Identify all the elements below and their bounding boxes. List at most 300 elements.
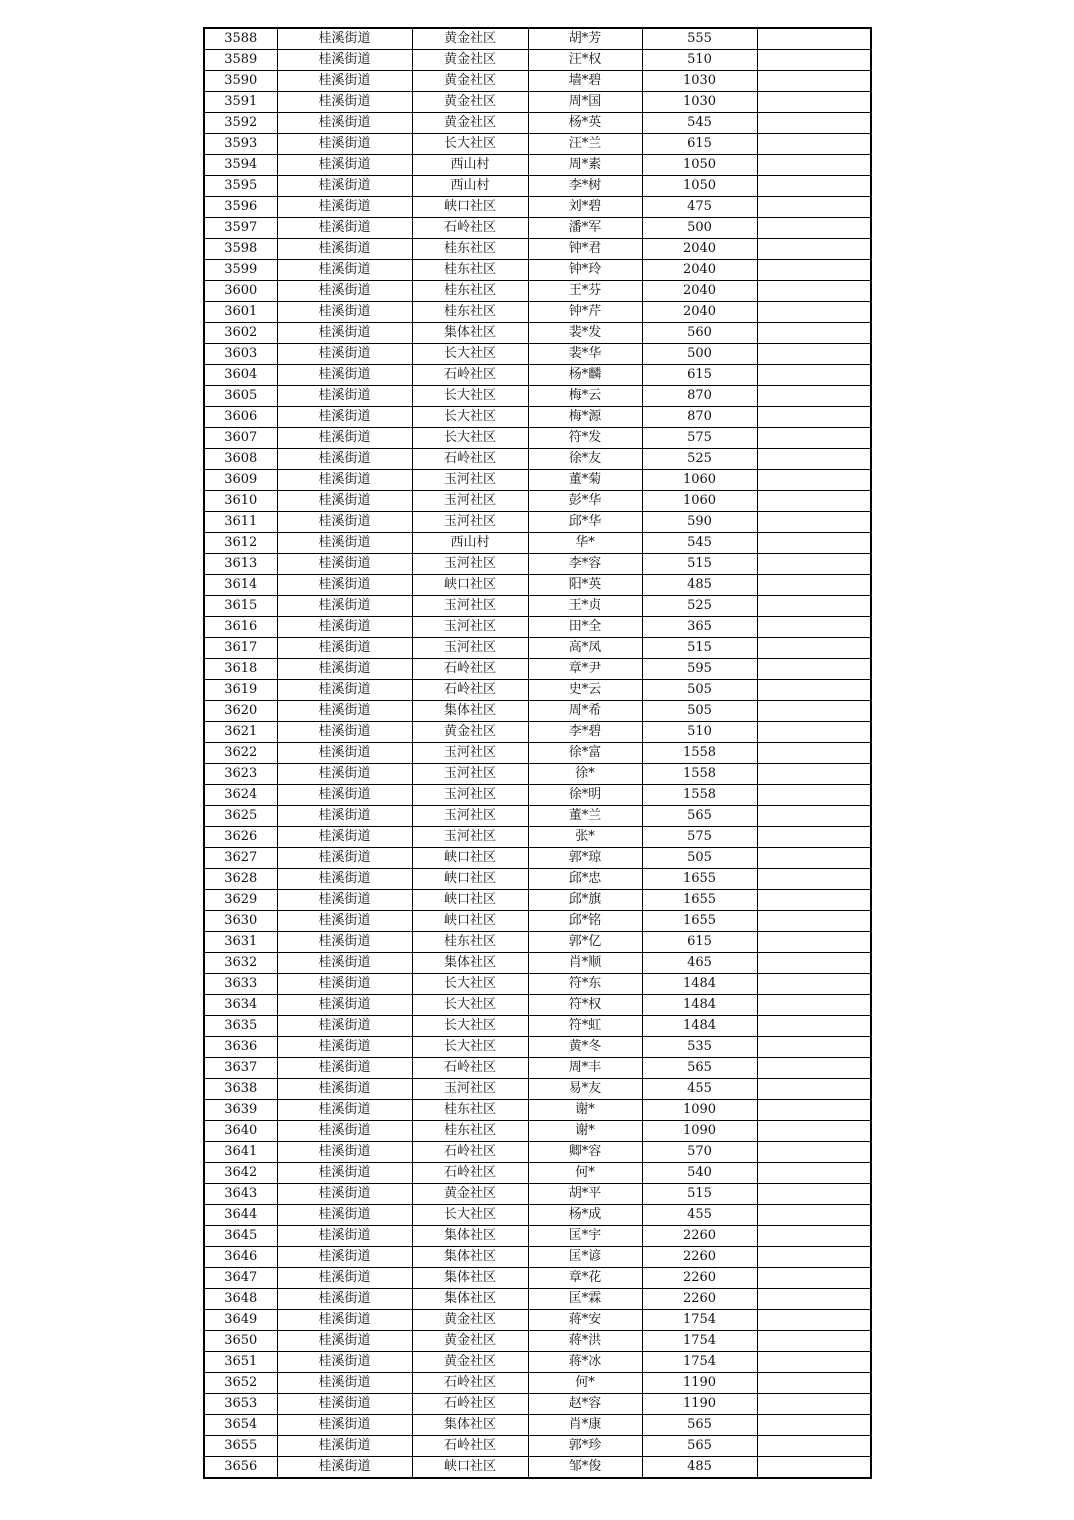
table-row	[204, 1100, 871, 1121]
amount-cell: 565	[642, 1415, 757, 1436]
amount-cell: 565	[642, 806, 757, 827]
subdistrict-cell: 桂溪街道	[277, 974, 412, 995]
remark-cell	[757, 1268, 871, 1289]
amount-cell: 1190	[642, 1394, 757, 1415]
name-cell: 邱*铭	[528, 911, 642, 932]
table-row	[204, 113, 871, 134]
subdistrict-cell: 桂溪街道	[277, 1121, 412, 1142]
name-cell: 邱*忠	[528, 869, 642, 890]
community-cell: 石岭社区	[412, 1142, 528, 1163]
amount-cell: 485	[642, 1457, 757, 1479]
remark-cell	[757, 995, 871, 1016]
remark-cell	[757, 869, 871, 890]
community-cell: 桂东社区	[412, 1100, 528, 1121]
subdistrict-cell: 桂溪街道	[277, 407, 412, 428]
remark-cell	[757, 596, 871, 617]
table-row	[204, 1163, 871, 1184]
subdistrict-cell: 桂溪街道	[277, 722, 412, 743]
name-cell: 董*菊	[528, 470, 642, 491]
amount-cell: 505	[642, 848, 757, 869]
community-cell: 玉河社区	[412, 785, 528, 806]
community-cell: 长大社区	[412, 428, 528, 449]
subdistrict-cell: 桂溪街道	[277, 596, 412, 617]
table-row	[204, 638, 871, 659]
community-cell: 石岭社区	[412, 659, 528, 680]
name-cell: 梅*源	[528, 407, 642, 428]
subdistrict-cell: 桂溪街道	[277, 659, 412, 680]
row-number-cell: 3633	[204, 974, 277, 995]
remark-cell	[757, 428, 871, 449]
row-number-cell: 3647	[204, 1268, 277, 1289]
community-cell: 石岭社区	[412, 1373, 528, 1394]
subdistrict-cell: 桂溪街道	[277, 449, 412, 470]
row-number-cell: 3630	[204, 911, 277, 932]
table-row	[204, 512, 871, 533]
remark-cell	[757, 533, 871, 554]
row-number-cell: 3606	[204, 407, 277, 428]
community-cell: 玉河社区	[412, 596, 528, 617]
community-cell: 玉河社区	[412, 743, 528, 764]
amount-cell: 1030	[642, 92, 757, 113]
amount-cell: 565	[642, 1436, 757, 1457]
name-cell: 彭*华	[528, 491, 642, 512]
table-row	[204, 575, 871, 596]
name-cell: 邹*俊	[528, 1457, 642, 1479]
subdistrict-cell: 桂溪街道	[277, 1352, 412, 1373]
remark-cell	[757, 1184, 871, 1205]
community-cell: 玉河社区	[412, 827, 528, 848]
community-cell: 长大社区	[412, 1037, 528, 1058]
row-number-cell: 3638	[204, 1079, 277, 1100]
row-number-cell: 3640	[204, 1121, 277, 1142]
community-cell: 峡口社区	[412, 869, 528, 890]
row-number-cell: 3605	[204, 386, 277, 407]
community-cell: 集体社区	[412, 1247, 528, 1268]
name-cell: 郭*珍	[528, 1436, 642, 1457]
remark-cell	[757, 323, 871, 344]
subdistrict-cell: 桂溪街道	[277, 617, 412, 638]
amount-cell: 1754	[642, 1352, 757, 1373]
name-cell: 何*	[528, 1163, 642, 1184]
amount-cell: 565	[642, 1058, 757, 1079]
amount-cell: 525	[642, 449, 757, 470]
remark-cell	[757, 974, 871, 995]
remark-cell	[757, 1121, 871, 1142]
community-cell: 峡口社区	[412, 197, 528, 218]
subdistrict-cell: 桂溪街道	[277, 302, 412, 323]
subdistrict-cell: 桂溪街道	[277, 554, 412, 575]
amount-cell: 1484	[642, 1016, 757, 1037]
name-cell: 何*	[528, 1373, 642, 1394]
table-row	[204, 701, 871, 722]
subdistrict-cell: 桂溪街道	[277, 680, 412, 701]
name-cell: 史*云	[528, 680, 642, 701]
subdistrict-cell: 桂溪街道	[277, 1100, 412, 1121]
name-cell: 匡*霖	[528, 1289, 642, 1310]
community-cell: 玉河社区	[412, 806, 528, 827]
row-number-cell: 3590	[204, 71, 277, 92]
remark-cell	[757, 1415, 871, 1436]
community-cell: 集体社区	[412, 323, 528, 344]
name-cell: 郭*亿	[528, 932, 642, 953]
amount-cell: 540	[642, 1163, 757, 1184]
amount-cell: 500	[642, 344, 757, 365]
name-cell: 徐*富	[528, 743, 642, 764]
community-cell: 黄金社区	[412, 1352, 528, 1373]
subdistrict-cell: 桂溪街道	[277, 323, 412, 344]
name-cell: 匡*谚	[528, 1247, 642, 1268]
row-number-cell: 3635	[204, 1016, 277, 1037]
amount-cell: 510	[642, 722, 757, 743]
community-cell: 黄金社区	[412, 71, 528, 92]
row-number-cell: 3652	[204, 1373, 277, 1394]
amount-cell: 515	[642, 1184, 757, 1205]
community-cell: 集体社区	[412, 1226, 528, 1247]
amount-cell: 545	[642, 113, 757, 134]
community-cell: 石岭社区	[412, 1163, 528, 1184]
remark-cell	[757, 491, 871, 512]
community-cell: 玉河社区	[412, 638, 528, 659]
table-row	[204, 827, 871, 848]
row-number-cell: 3629	[204, 890, 277, 911]
name-cell: 华*	[528, 533, 642, 554]
amount-cell: 2260	[642, 1247, 757, 1268]
row-number-cell: 3641	[204, 1142, 277, 1163]
community-cell: 峡口社区	[412, 890, 528, 911]
remark-cell	[757, 1457, 871, 1479]
row-number-cell: 3594	[204, 155, 277, 176]
community-cell: 玉河社区	[412, 617, 528, 638]
row-number-cell: 3616	[204, 617, 277, 638]
remark-cell	[757, 1142, 871, 1163]
community-cell: 石岭社区	[412, 680, 528, 701]
subdistrict-cell: 桂溪街道	[277, 260, 412, 281]
row-number-cell: 3611	[204, 512, 277, 533]
table-row	[204, 491, 871, 512]
remark-cell	[757, 701, 871, 722]
row-number-cell: 3600	[204, 281, 277, 302]
remark-cell	[757, 743, 871, 764]
name-cell: 汪*兰	[528, 134, 642, 155]
row-number-cell: 3634	[204, 995, 277, 1016]
remark-cell	[757, 1016, 871, 1037]
remark-cell	[757, 932, 871, 953]
remark-cell	[757, 50, 871, 71]
remark-cell	[757, 848, 871, 869]
row-number-cell: 3603	[204, 344, 277, 365]
name-cell: 裴*华	[528, 344, 642, 365]
subdistrict-cell: 桂溪街道	[277, 113, 412, 134]
remark-cell	[757, 554, 871, 575]
community-cell: 长大社区	[412, 1016, 528, 1037]
table-row	[204, 407, 871, 428]
table-row	[204, 1079, 871, 1100]
table-row	[204, 1247, 871, 1268]
community-cell: 玉河社区	[412, 1079, 528, 1100]
amount-cell: 1090	[642, 1121, 757, 1142]
community-cell: 石岭社区	[412, 218, 528, 239]
row-number-cell: 3621	[204, 722, 277, 743]
name-cell: 杨*麟	[528, 365, 642, 386]
community-cell: 长大社区	[412, 995, 528, 1016]
table-row	[204, 1121, 871, 1142]
remark-cell	[757, 407, 871, 428]
name-cell: 李*树	[528, 176, 642, 197]
table-row	[204, 218, 871, 239]
name-cell: 郭*琼	[528, 848, 642, 869]
remark-cell	[757, 617, 871, 638]
amount-cell: 595	[642, 659, 757, 680]
remark-cell	[757, 827, 871, 848]
remark-cell	[757, 1289, 871, 1310]
row-number-cell: 3645	[204, 1226, 277, 1247]
name-cell: 邱*旗	[528, 890, 642, 911]
row-number-cell: 3607	[204, 428, 277, 449]
name-cell: 周*希	[528, 701, 642, 722]
row-number-cell: 3627	[204, 848, 277, 869]
row-number-cell: 3624	[204, 785, 277, 806]
name-cell: 阳*英	[528, 575, 642, 596]
community-cell: 长大社区	[412, 407, 528, 428]
amount-cell: 1060	[642, 491, 757, 512]
subdistrict-cell: 桂溪街道	[277, 386, 412, 407]
community-cell: 峡口社区	[412, 848, 528, 869]
table-row	[204, 281, 871, 302]
table-row	[204, 92, 871, 113]
name-cell: 符*发	[528, 428, 642, 449]
row-number-cell: 3636	[204, 1037, 277, 1058]
subdistrict-cell: 桂溪街道	[277, 827, 412, 848]
name-cell: 钟*芹	[528, 302, 642, 323]
subdistrict-cell: 桂溪街道	[277, 1331, 412, 1352]
row-number-cell: 3595	[204, 176, 277, 197]
community-cell: 长大社区	[412, 134, 528, 155]
table-row	[204, 197, 871, 218]
remark-cell	[757, 1310, 871, 1331]
community-cell: 桂东社区	[412, 302, 528, 323]
table-row	[204, 71, 871, 92]
subdistrict-cell: 桂溪街道	[277, 1457, 412, 1479]
row-number-cell: 3623	[204, 764, 277, 785]
community-cell: 玉河社区	[412, 512, 528, 533]
community-cell: 石岭社区	[412, 449, 528, 470]
remark-cell	[757, 365, 871, 386]
remark-cell	[757, 1436, 871, 1457]
table-row	[204, 1436, 871, 1457]
remark-cell	[757, 449, 871, 470]
remark-cell	[757, 155, 871, 176]
subdistrict-cell: 桂溪街道	[277, 890, 412, 911]
row-number-cell: 3626	[204, 827, 277, 848]
remark-cell	[757, 953, 871, 974]
name-cell: 李*碧	[528, 722, 642, 743]
community-cell: 玉河社区	[412, 764, 528, 785]
name-cell: 杨*成	[528, 1205, 642, 1226]
records-table	[203, 27, 872, 1479]
row-number-cell: 3609	[204, 470, 277, 491]
subdistrict-cell: 桂溪街道	[277, 1184, 412, 1205]
table-row	[204, 1310, 871, 1331]
community-cell: 峡口社区	[412, 1457, 528, 1479]
amount-cell: 515	[642, 554, 757, 575]
row-number-cell: 3601	[204, 302, 277, 323]
name-cell: 胡*芳	[528, 28, 642, 50]
table-row	[204, 890, 871, 911]
name-cell: 王*贞	[528, 596, 642, 617]
name-cell: 钟*玲	[528, 260, 642, 281]
table-row	[204, 848, 871, 869]
amount-cell: 1484	[642, 974, 757, 995]
name-cell: 墙*碧	[528, 71, 642, 92]
amount-cell: 505	[642, 680, 757, 701]
row-number-cell: 3651	[204, 1352, 277, 1373]
row-number-cell: 3625	[204, 806, 277, 827]
remark-cell	[757, 1163, 871, 1184]
amount-cell: 615	[642, 365, 757, 386]
table-row	[204, 785, 871, 806]
community-cell: 长大社区	[412, 974, 528, 995]
row-number-cell: 3648	[204, 1289, 277, 1310]
subdistrict-cell: 桂溪街道	[277, 848, 412, 869]
name-cell: 蒋*冰	[528, 1352, 642, 1373]
subdistrict-cell: 桂溪街道	[277, 743, 412, 764]
amount-cell: 575	[642, 827, 757, 848]
table-row	[204, 680, 871, 701]
row-number-cell: 3637	[204, 1058, 277, 1079]
subdistrict-cell: 桂溪街道	[277, 995, 412, 1016]
community-cell: 黄金社区	[412, 722, 528, 743]
table-row	[204, 323, 871, 344]
remark-cell	[757, 1247, 871, 1268]
subdistrict-cell: 桂溪街道	[277, 512, 412, 533]
community-cell: 桂东社区	[412, 281, 528, 302]
row-number-cell: 3599	[204, 260, 277, 281]
community-cell: 桂东社区	[412, 1121, 528, 1142]
amount-cell: 1050	[642, 155, 757, 176]
name-cell: 卿*容	[528, 1142, 642, 1163]
name-cell: 李*容	[528, 554, 642, 575]
table-row	[204, 134, 871, 155]
amount-cell: 1558	[642, 743, 757, 764]
amount-cell: 575	[642, 428, 757, 449]
table-row	[204, 806, 871, 827]
community-cell: 黄金社区	[412, 1310, 528, 1331]
remark-cell	[757, 239, 871, 260]
name-cell: 田*全	[528, 617, 642, 638]
table-row	[204, 155, 871, 176]
subdistrict-cell: 桂溪街道	[277, 50, 412, 71]
community-cell: 石岭社区	[412, 1436, 528, 1457]
name-cell: 梅*云	[528, 386, 642, 407]
name-cell: 潘*军	[528, 218, 642, 239]
subdistrict-cell: 桂溪街道	[277, 281, 412, 302]
name-cell: 徐*	[528, 764, 642, 785]
remark-cell	[757, 1205, 871, 1226]
community-cell: 西山村	[412, 155, 528, 176]
row-number-cell: 3631	[204, 932, 277, 953]
remark-cell	[757, 71, 871, 92]
amount-cell: 500	[642, 218, 757, 239]
row-number-cell: 3613	[204, 554, 277, 575]
amount-cell: 505	[642, 701, 757, 722]
amount-cell: 545	[642, 533, 757, 554]
amount-cell: 525	[642, 596, 757, 617]
row-number-cell: 3618	[204, 659, 277, 680]
amount-cell: 1060	[642, 470, 757, 491]
amount-cell: 570	[642, 1142, 757, 1163]
subdistrict-cell: 桂溪街道	[277, 1289, 412, 1310]
amount-cell: 485	[642, 575, 757, 596]
community-cell: 桂东社区	[412, 932, 528, 953]
table-row	[204, 1394, 871, 1415]
remark-cell	[757, 575, 871, 596]
row-number-cell: 3604	[204, 365, 277, 386]
remark-cell	[757, 1352, 871, 1373]
community-cell: 西山村	[412, 533, 528, 554]
amount-cell: 1754	[642, 1331, 757, 1352]
remark-cell	[757, 1226, 871, 1247]
name-cell: 符*东	[528, 974, 642, 995]
row-number-cell: 3615	[204, 596, 277, 617]
subdistrict-cell: 桂溪街道	[277, 1079, 412, 1100]
subdistrict-cell: 桂溪街道	[277, 1016, 412, 1037]
community-cell: 黄金社区	[412, 92, 528, 113]
row-number-cell: 3656	[204, 1457, 277, 1479]
amount-cell: 2040	[642, 260, 757, 281]
amount-cell: 1655	[642, 869, 757, 890]
amount-cell: 515	[642, 638, 757, 659]
table-row	[204, 1352, 871, 1373]
table-row	[204, 596, 871, 617]
row-number-cell: 3591	[204, 92, 277, 113]
subdistrict-cell: 桂溪街道	[277, 155, 412, 176]
table-row	[204, 1226, 871, 1247]
amount-cell: 870	[642, 386, 757, 407]
table-row	[204, 617, 871, 638]
subdistrict-cell: 桂溪街道	[277, 1205, 412, 1226]
community-cell: 集体社区	[412, 1289, 528, 1310]
subdistrict-cell: 桂溪街道	[277, 28, 412, 50]
row-number-cell: 3610	[204, 491, 277, 512]
remark-cell	[757, 1037, 871, 1058]
community-cell: 集体社区	[412, 953, 528, 974]
name-cell: 高*凤	[528, 638, 642, 659]
remark-cell	[757, 1079, 871, 1100]
table-row	[204, 995, 871, 1016]
remark-cell	[757, 1331, 871, 1352]
community-cell: 集体社区	[412, 1268, 528, 1289]
row-number-cell: 3628	[204, 869, 277, 890]
subdistrict-cell: 桂溪街道	[277, 1142, 412, 1163]
remark-cell	[757, 764, 871, 785]
row-number-cell: 3655	[204, 1436, 277, 1457]
row-number-cell: 3643	[204, 1184, 277, 1205]
table-row	[204, 428, 871, 449]
community-cell: 集体社区	[412, 1415, 528, 1436]
remark-cell	[757, 638, 871, 659]
remark-cell	[757, 176, 871, 197]
name-cell: 符*权	[528, 995, 642, 1016]
subdistrict-cell: 桂溪街道	[277, 92, 412, 113]
subdistrict-cell: 桂溪街道	[277, 344, 412, 365]
name-cell: 黄*冬	[528, 1037, 642, 1058]
name-cell: 蒋*洪	[528, 1331, 642, 1352]
remark-cell	[757, 302, 871, 323]
row-number-cell: 3653	[204, 1394, 277, 1415]
community-cell: 峡口社区	[412, 575, 528, 596]
table-row	[204, 365, 871, 386]
table-row	[204, 974, 871, 995]
